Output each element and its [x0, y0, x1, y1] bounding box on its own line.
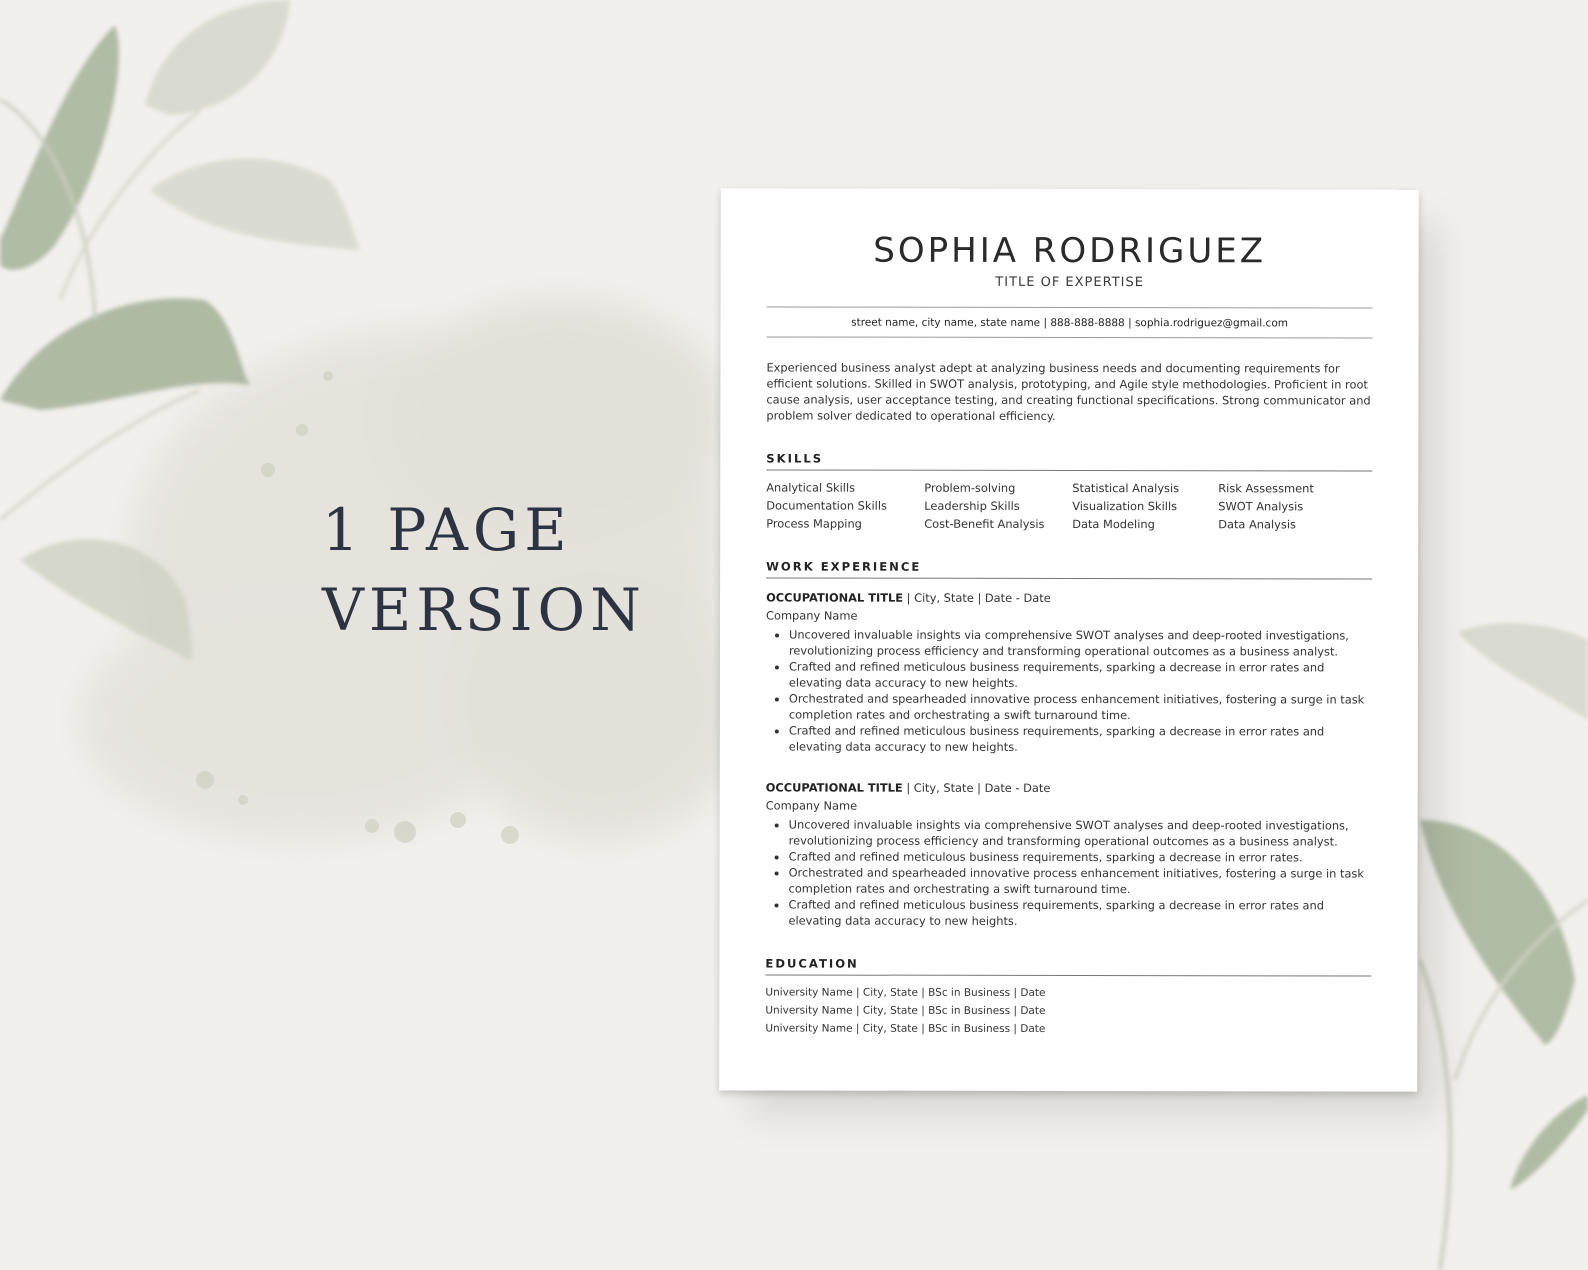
job-bullet: • Uncovered invaluable insights via comprehensive SWOT analyses and deep-rooted investigations, revolutionizing process efficiency and transforming operational outcomes as a business analyst.	[789, 817, 1372, 850]
skill-item: Cost-Benefit Analysis	[924, 516, 1045, 531]
skill-item: Problem-solving	[924, 480, 1016, 495]
job-bullet: • Uncovered invaluable insights via comprehensive SWOT analyses and deep-rooted investigations, revolutionizing process efficiency and transforming operational outcomes as a business analyst.	[789, 627, 1372, 660]
company-name: Company Name	[766, 608, 858, 623]
resume-title: TITLE OF EXPERTISE	[995, 274, 1144, 291]
skill-item: Risk Assessment	[1218, 481, 1314, 496]
job-header	[766, 778, 1372, 797]
contact-line: street name, city name, state name | 888-888-8888 | sophia.rodriguez@gmail.com	[851, 316, 1289, 330]
skill-item: Documentation Skills	[766, 498, 887, 513]
work-experience-heading: WORK EXPERIENCE	[766, 559, 1372, 579]
skills-heading: SKILLS	[766, 451, 1372, 471]
headline-line-1: 1 PAGE	[322, 496, 572, 564]
skill-item: Visualization Skills	[1072, 499, 1178, 514]
company-name: Company Name	[765, 798, 858, 813]
skill-item: Analytical Skills	[766, 480, 856, 495]
skill-item: Data Analysis	[1218, 517, 1296, 532]
education-item: University Name | City, State | BSc in Business | Date	[765, 986, 1046, 999]
page-version-headline	[322, 490, 646, 650]
skills-grid	[766, 479, 1372, 532]
job-title: OCCUPATIONAL TITLE	[766, 590, 904, 605]
job-bullet: • Orchestrated and spearheaded innovative process enhancement initiatives, fostering a surge in task completion rates and orchestrating a swift turnaround time.	[789, 865, 1372, 898]
job-entry	[765, 778, 1371, 929]
job-title: OCCUPATIONAL TITLE	[765, 780, 903, 795]
job-meta: | City, State | Date - Date	[903, 590, 1051, 605]
job-header	[766, 588, 1372, 607]
job-bullets	[765, 816, 1371, 929]
job-bullet: • Crafted and refined meticulous business requirements, sparking a decrease in error rates and elevating data accuracy to new heights.	[789, 659, 1372, 692]
job-bullet: • Crafted and refined meticulous business requirements, sparking a decrease in error rates and elevating data accuracy to new heights.	[789, 723, 1372, 756]
headline-line-2: VERSION	[322, 576, 646, 644]
resume-page	[719, 188, 1419, 1091]
education-item: University Name | City, State | BSc in Business | Date	[765, 1022, 1046, 1035]
education-heading: EDUCATION	[765, 956, 1371, 976]
job-entry	[766, 588, 1372, 755]
skill-item: Process Mapping	[766, 516, 862, 531]
skill-item: Leadership Skills	[924, 498, 1020, 513]
job-bullet: • Crafted and refined meticulous business requirements, sparking a decrease in error rates.	[789, 849, 1372, 866]
job-bullet: • Crafted and refined meticulous business requirements, sparking a decrease in error rates and elevating data accuracy to new heights.	[788, 897, 1371, 930]
header-rule-bottom	[767, 336, 1373, 338]
skill-item: SWOT Analysis	[1218, 499, 1304, 514]
job-bullets	[766, 626, 1372, 755]
resume-name: SOPHIA RODRIGUEZ	[873, 230, 1267, 272]
job-bullet: • Orchestrated and spearheaded innovative process enhancement initiatives, fostering a surge in task completion rates and orchestrating a swift turnaround time.	[789, 691, 1372, 724]
education-item: University Name | City, State | BSc in Business | Date	[765, 1004, 1046, 1017]
skill-item: Data Modeling	[1072, 517, 1155, 532]
education-list	[765, 983, 1371, 1038]
job-meta: | City, State | Date - Date	[902, 780, 1051, 795]
skill-item: Statistical Analysis	[1072, 481, 1180, 496]
summary-paragraph: Experienced business analyst adept at analyzing business needs and documenting requirements for efficient solutions. Skilled in SWOT analysis, prototyping, and Agile style methodologies. Proficient in root cause analysis, user acceptance testing, and creating functional specifications. Strong communicator and problem solver dedicated to operational efficiency.	[766, 360, 1371, 423]
